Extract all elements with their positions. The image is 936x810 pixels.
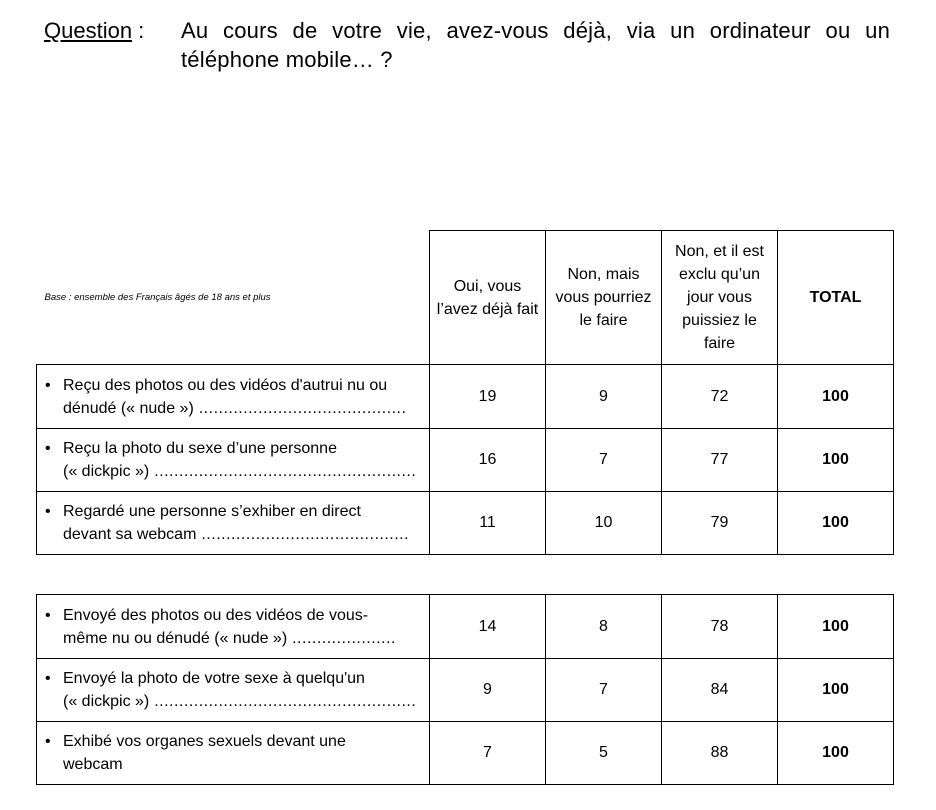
value-no-but-could: 5 — [546, 722, 662, 785]
results-table-group-2 — [36, 594, 894, 785]
question-text: Au cours de votre vie, avez-vous déjà, via un ordinateur ou un téléphone mobile… ? — [181, 18, 890, 72]
row-label: • Exhibé vos organes sexuels devant une webcam — [37, 722, 430, 785]
value-no-excluded: 79 — [662, 492, 778, 555]
row-label: • Regardé une personne s’exhiber en direct devant sa webcam .......................................... — [37, 492, 430, 555]
table-row — [37, 659, 894, 722]
value-yes: 19 — [430, 365, 546, 429]
value-yes: 9 — [430, 659, 546, 722]
header-row — [37, 231, 894, 365]
value-yes: 11 — [430, 492, 546, 555]
value-total: 100 — [778, 429, 894, 492]
question-label-wrap — [44, 16, 181, 74]
value-total: 100 — [778, 595, 894, 659]
value-total: 100 — [778, 365, 894, 429]
question-separator: : — [132, 18, 145, 43]
value-no-excluded: 78 — [662, 595, 778, 659]
value-yes: 16 — [430, 429, 546, 492]
row-label: • Reçu des photos ou des vidéos d'autrui nu ou dénudé (« nude ») .......................................... — [37, 365, 430, 429]
value-yes: 7 — [430, 722, 546, 785]
base-note-cell — [37, 231, 430, 365]
value-no-excluded: 72 — [662, 365, 778, 429]
value-no-but-could: 10 — [546, 492, 662, 555]
base-note: Base : ensemble des Français âgés de 18 ans et plus — [44, 291, 271, 303]
value-no-but-could: 7 — [546, 659, 662, 722]
table-row — [37, 492, 894, 555]
value-total: 100 — [778, 659, 894, 722]
table-row — [37, 722, 894, 785]
value-no-excluded: 84 — [662, 659, 778, 722]
value-yes: 14 — [430, 595, 546, 659]
header-no-excluded: Non, et il est exclu qu’un jour vous puissiez le faire — [662, 231, 778, 365]
bullet-icon: • — [45, 670, 51, 687]
value-no-but-could: 9 — [546, 365, 662, 429]
bullet-icon: • — [45, 440, 51, 457]
value-total: 100 — [778, 722, 894, 785]
value-no-but-could: 7 — [546, 429, 662, 492]
value-total: 100 — [778, 492, 894, 555]
results-table-group-1 — [36, 230, 894, 555]
value-no-excluded: 88 — [662, 722, 778, 785]
value-no-but-could: 8 — [546, 595, 662, 659]
row-label: • Reçu la photo du sexe d’une personne (« dickpic ») ..................................................... — [37, 429, 430, 492]
bullet-icon: • — [45, 606, 51, 624]
table-row — [37, 429, 894, 492]
header-yes: Oui, vous l’avez déjà fait — [430, 231, 546, 365]
row-label: • Envoyé des photos ou des vidéos de vous- même nu ou dénudé (« nude ») ..................... — [37, 595, 430, 659]
question-label: Question — [44, 18, 133, 43]
table-row — [37, 595, 894, 659]
bullet-icon: • — [45, 503, 51, 520]
question-block — [44, 16, 890, 74]
header-no-but-could: Non, mais vous pourriez le faire — [546, 231, 662, 365]
bullet-icon: • — [45, 733, 51, 750]
header-total: TOTAL — [778, 231, 894, 365]
value-no-excluded: 77 — [662, 429, 778, 492]
row-label: • Envoyé la photo de votre sexe à quelqu'un (« dickpic ») ..................................................... — [37, 659, 430, 722]
bullet-icon: • — [45, 376, 51, 394]
table-row — [37, 365, 894, 429]
